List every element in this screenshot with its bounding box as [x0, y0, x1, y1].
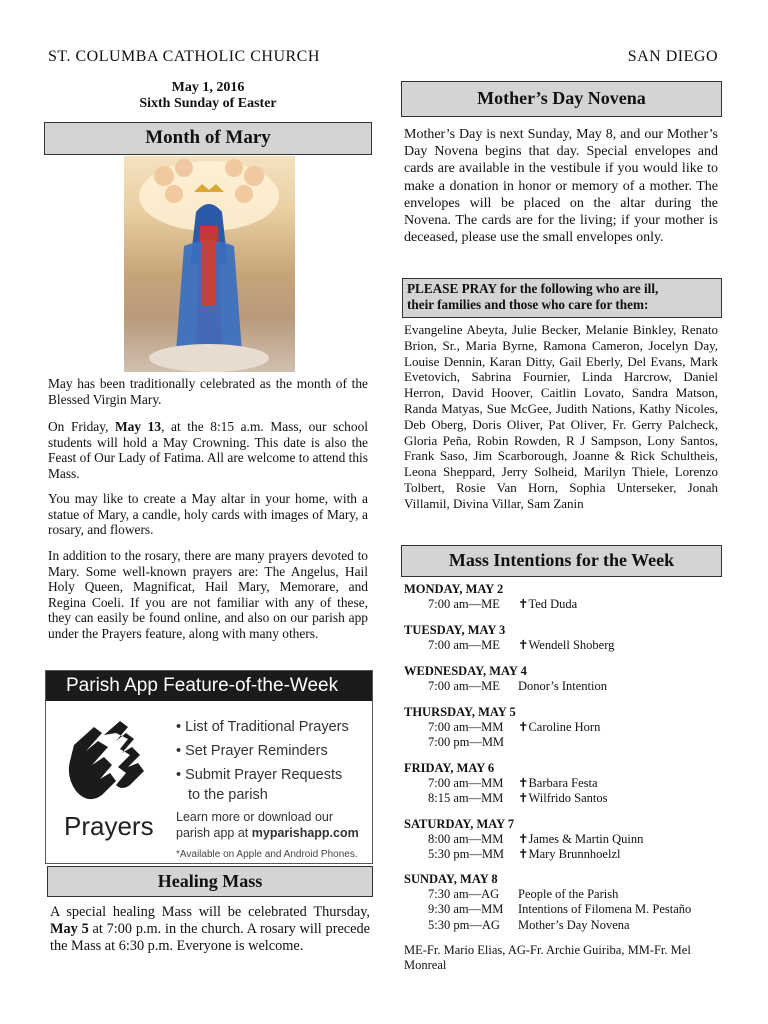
mass-row: 7:00 am—ME ✝Ted Duda — [428, 597, 578, 612]
mass-row: 5:30 pm—AG Mother’s Day Novena — [428, 917, 630, 932]
mary-paragraph-1: May has been traditionally celebrated as the month of the Blessed Virgin Mary. — [48, 376, 368, 407]
mass-day-saturday — [404, 817, 643, 863]
month-of-mary-title: Month of Mary — [44, 122, 372, 155]
sunday-name: Sixth Sunday of Easter — [139, 96, 277, 111]
mass-day-tuesday — [404, 623, 614, 653]
mass-day-label: TUESDAY, MAY 3 — [404, 623, 506, 637]
feature-bullets — [176, 715, 349, 803]
novena-text: Mother’s Day is next Sunday, May 8, and our Mother’s Day Novena begins that day. Special envelopes and cards are available in the vestibule if you would like to make a donation in honor or memory of a mother. The envelopes will be placed on the altar during the Novena. The cards are for the living; if your mother is deceased, please use the small envelopes only. — [404, 127, 718, 246]
celebrant-legend: ME-Fr. Mario Elias, AG-Fr. Archie Guiriba, MM-Fr. Mel Monreal — [404, 943, 691, 973]
app-footnote: *Available on Apple and Android Phones. — [176, 849, 358, 860]
novena-title: Mother’s Day Novena — [401, 81, 722, 117]
prayer-list-names: Evangeline Abeyta, Julie Becker, Melanie Binkley, Renato Brion, Sr., Maria Byrne, Ramona Cameron, Jocelyn Day, Louise Dennin, Karan Ditty, Gail Eberly, Del Evans, Mark Evetovich, Sabrina Fournier, Linda Harcrow, Daniel Herron, David Hoover, Caitlin Lovato, Sandra Matson, Randa Matyas, Sue McGee, Judith Nations, Kathy Nicoles, Deb Oberg, Doris Oliver, Pat Oliver, Fr. Gerry Palcheck, Gloria Peña, Robin Rowden, R J Sampson, Lony Santos, Frank Saso, Jim Scarborough, Joanne & Rick Schultheis, Leona Sheppard, Jerry Solheid, Marilyn Thiele, Lorenzo Tolbert, Rosie Van Horn, Sophia Unterseker, Jonah Villamil, Divina Villar, Sam Zanin — [404, 322, 718, 511]
learn-more-line-2: parish app at myparishapp.com — [176, 826, 359, 840]
please-pray-line-1: PLEASE PRAY for the following who are ill, — [407, 281, 659, 296]
mass-row: 7:00 am—ME Donor’s Intention — [428, 679, 607, 694]
app-feature-title: Parish App Feature-of-the-Week — [46, 671, 372, 701]
may-crowning-date: May 13 — [115, 419, 162, 434]
mass-row: 5:30 pm—MM ✝Mary Brunnhoelzl — [428, 847, 621, 862]
mass-day-label: FRIDAY, MAY 6 — [404, 761, 495, 775]
bullet-prayer-requests: • Submit Prayer Requests — [176, 767, 343, 783]
mass-row: 9:30 am—MM Intentions of Filomena M. Pestaño — [428, 902, 692, 917]
mass-day-thursday — [404, 705, 600, 751]
mass-row: 8:00 am—MM ✝James & Martin Quinn — [428, 832, 644, 847]
date-line: May 1, 2016 — [171, 80, 245, 95]
mass-day-label: WEDNESDAY, MAY 4 — [404, 664, 527, 678]
mary-paragraph-4: In addition to the rosary, there are many prayers devoted to Mary. Some well-known prayers are: The Angelus, Hail Holy Queen, Magnificat, Hail Mary, Memorare, and Regina Coeli. If you are not familiar with any of these, they can easily be found online, and also on our parish app under the Prayers feature, along with many others. — [48, 548, 368, 641]
mass-day-label: SUNDAY, MAY 8 — [404, 872, 498, 886]
healing-mass-title: Healing Mass — [47, 866, 373, 897]
mary-p2-a: On Friday, — [48, 419, 116, 434]
praying-hands-icon — [64, 715, 160, 807]
mass-row: 7:00 am—MM ✝Barbara Festa — [428, 776, 598, 791]
prayers-icon-label: Prayers — [64, 811, 154, 841]
parish-app-feature — [45, 670, 373, 864]
app-url-link[interactable]: myparishapp.com — [251, 826, 359, 840]
virgin-mary-illustration — [124, 156, 295, 372]
bullet-prayer-requests-cont: to the parish — [188, 787, 268, 803]
bullet-traditional-prayers: • List of Traditional Prayers — [176, 719, 349, 735]
city-name: SAN DIEGO — [627, 48, 718, 65]
healing-mass-date: May 5 — [50, 921, 89, 937]
mass-row: 8:15 am—MM ✝Wilfrido Santos — [428, 791, 608, 806]
mass-day-label: THURSDAY, MAY 5 — [404, 705, 516, 719]
mary-p2-c: , at the 8:15 a.m. Mass, our school students will hold a May Crowning. This date is also the Feast of Our Lady of Fatima. All are welcome to attend this Mass. — [48, 419, 368, 481]
please-pray-title — [402, 278, 722, 318]
mass-row: 7:00 am—ME ✝Wendell Shoberg — [428, 638, 615, 653]
mass-row: 7:00 am—MM ✝Caroline Horn — [428, 720, 601, 735]
mass-day-sunday — [404, 872, 691, 933]
mass-day-monday — [404, 582, 577, 612]
mass-row: 7:30 am—AG People of the Parish — [428, 887, 619, 902]
mass-day-label: MONDAY, MAY 2 — [404, 582, 504, 596]
mass-row: 7:00 pm—MM — [428, 735, 505, 750]
healing-mass-text: A special healing Mass will be celebrated Thursday, May 5 at 7:00 p.m. in the church. A rosary will precede the Mass at 6:30 p.m. Everyone is welcome. — [50, 904, 370, 954]
mass-day-friday — [404, 761, 607, 807]
virgin-mary-image — [124, 156, 295, 372]
mary-paragraph-3: You may like to create a May altar in your home, with a statue of Mary, a candle, holy cards with images of Mary, a rosary, and flowers. — [48, 491, 368, 538]
mass-day-wednesday — [404, 664, 607, 694]
mary-paragraph-2 — [48, 419, 368, 481]
mass-day-label: SATURDAY, MAY 7 — [404, 817, 515, 831]
app-learn-more — [176, 809, 359, 841]
mass-intentions-title: Mass Intentions for the Week — [401, 545, 722, 577]
bulletin-date — [44, 80, 372, 112]
bullet-prayer-reminders: • Set Prayer Reminders — [176, 743, 328, 759]
learn-more-line-1: Learn more or download our — [176, 810, 334, 824]
church-name: ST. COLUMBA CATHOLIC CHURCH — [48, 48, 320, 65]
please-pray-line-2: their families and those who care for them: — [407, 297, 649, 312]
